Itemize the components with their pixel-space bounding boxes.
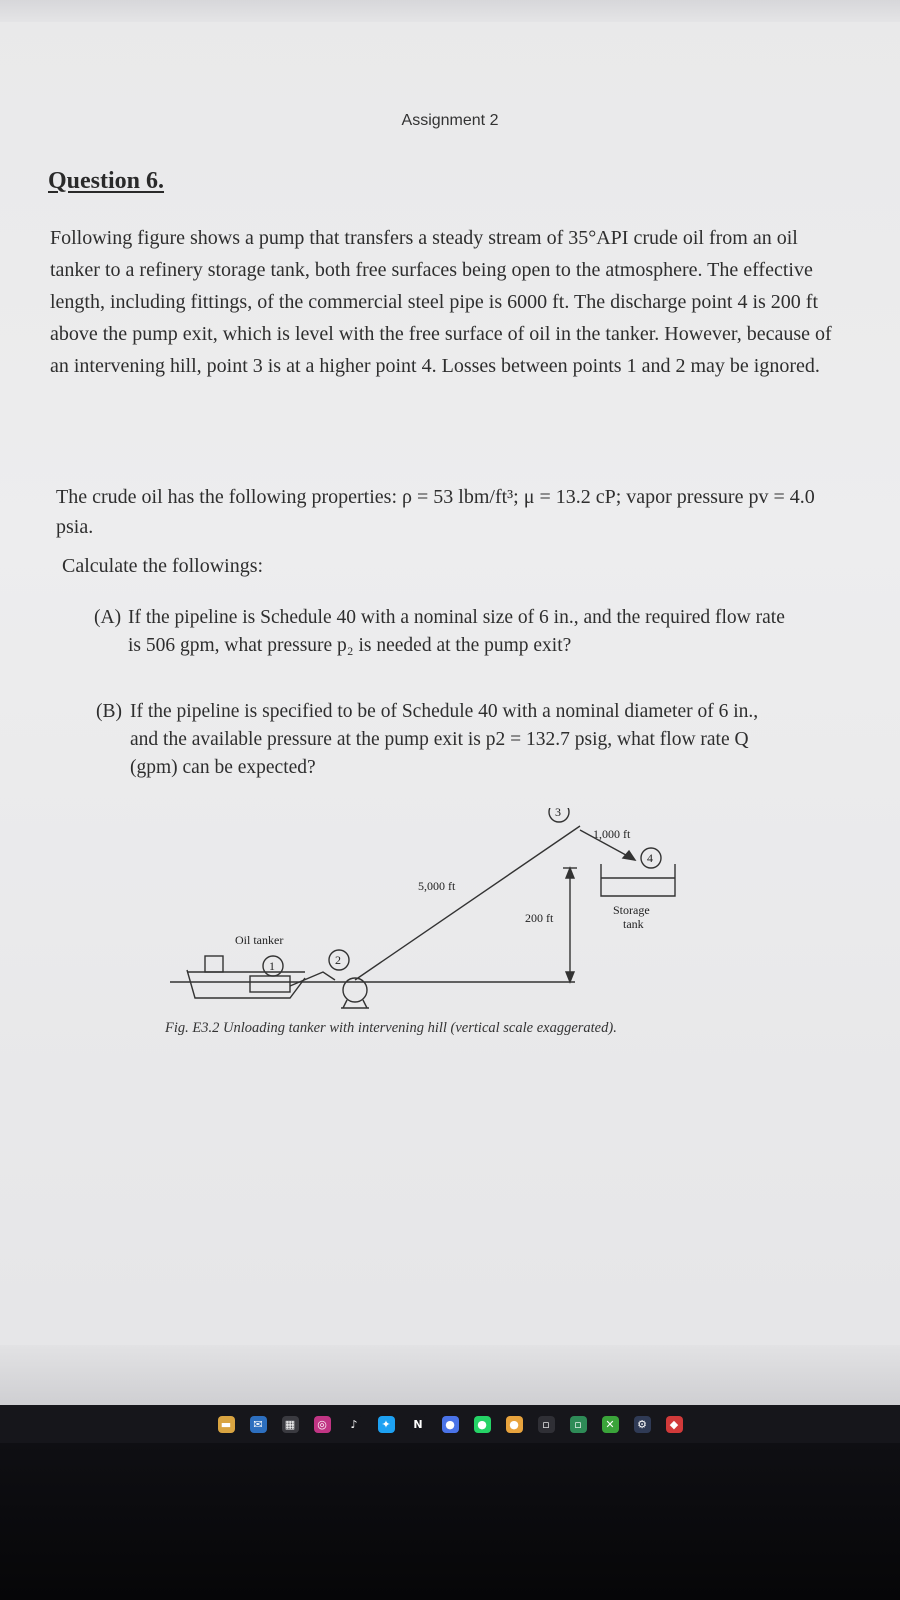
messenger-icon[interactable]: ●	[442, 1416, 459, 1433]
whatsapp-icon[interactable]: ●	[474, 1416, 491, 1433]
chrome-icon[interactable]: ●	[506, 1416, 523, 1433]
xbox-icon[interactable]: ✕	[602, 1416, 619, 1433]
page-bottom-edge	[0, 1345, 900, 1405]
label-200-ft: 200 ft	[525, 911, 554, 925]
part-a-text: If the pipeline is Schedule 40 with a nominal size of 6 in., and the required flow rate is 506 gpm, what pressure p₂ is needed at the pump exit?	[128, 607, 785, 656]
pump-leg-right	[363, 1000, 367, 1008]
problem-intro-paragraph: Following figure shows a pump that transfers a steady stream of 35°API crude oil from an oil tanker to a refinery storage tank, both free surfaces being open to the atmosphere. The effective length, including fittings, of the commercial steel pipe is 6000 ft. The discharge point 4 is 200 ft above the pump exit, which is level with the free surface of oil in the tanker. However, because of an intervening hill, point 3 is at a higher point 4. Losses between points 1 and 2 may be ignored.	[50, 227, 832, 377]
calculate-instruction: Calculate the followings:	[62, 555, 264, 577]
taskbar	[0, 1405, 900, 1443]
elevation-arrow-bottom	[566, 972, 574, 982]
pump-leg-left	[343, 1000, 347, 1008]
app-icon-2[interactable]: ▫	[570, 1416, 587, 1433]
point-2-label: 2	[335, 953, 341, 967]
label-1000-ft: 1,000 ft	[593, 827, 631, 841]
tanker-hill-figure	[165, 808, 725, 1048]
tanker-cabin	[205, 956, 223, 972]
instagram-icon[interactable]: ◎	[314, 1416, 331, 1433]
suction-pipe	[290, 972, 335, 986]
tanker-tank	[250, 976, 290, 992]
part-a-label: (A)	[94, 607, 122, 628]
mail-icon[interactable]: ✉	[250, 1416, 267, 1433]
part-b-label: (B)	[96, 701, 122, 722]
page-top-edge	[0, 0, 900, 22]
app-icon-3[interactable]: ◆	[666, 1416, 683, 1433]
oil-tanker-label: Oil tanker	[235, 933, 284, 947]
file-explorer-icon[interactable]: ▬	[218, 1416, 235, 1433]
calculator-icon[interactable]: ▦	[282, 1416, 299, 1433]
tiktok-icon[interactable]: ♪	[346, 1416, 363, 1433]
monitor-bezel	[0, 1443, 900, 1600]
elevation-arrow-top	[566, 868, 574, 878]
oil-properties-paragraph: The crude oil has the following properties: ρ = 53 lbm/ft³; μ = 13.2 cP; vapor pressure pv = 4.0 psia.	[56, 486, 815, 538]
part-a	[94, 604, 794, 660]
netflix-icon[interactable]: N	[410, 1416, 427, 1433]
point-3-label: 3	[555, 808, 561, 819]
part-b	[96, 698, 786, 782]
settings-icon[interactable]: ⚙	[634, 1416, 651, 1433]
question-heading: Question 6.	[48, 168, 165, 194]
flow-arrow-head	[623, 851, 635, 860]
storage-tank	[601, 864, 675, 896]
point-4-label: 4	[647, 851, 653, 865]
part-b-text: If the pipeline is specified to be of Schedule 40 with a nominal diameter of 6 in., and the available pressure at the pump exit is p2 = 132.7 psig, what flow rate Q (gpm) can be expected?	[130, 701, 759, 778]
label-5000-ft: 5,000 ft	[418, 879, 456, 893]
storage-tank-label-1: Storage	[613, 903, 650, 917]
figure-diagram	[165, 808, 725, 1048]
storage-tank-label-2: tank	[623, 917, 644, 931]
tanker-hull	[187, 970, 305, 998]
app-icon[interactable]: ▫	[538, 1416, 555, 1433]
point-1-label: 1	[269, 959, 275, 973]
page-header-title: Assignment 2	[401, 112, 499, 129]
figure-caption: Fig. E3.2 Unloading tanker with intervening hill (vertical scale exaggerated).	[165, 1020, 617, 1036]
pipe-uphill	[355, 826, 580, 980]
twitter-icon[interactable]: ✦	[378, 1416, 395, 1433]
